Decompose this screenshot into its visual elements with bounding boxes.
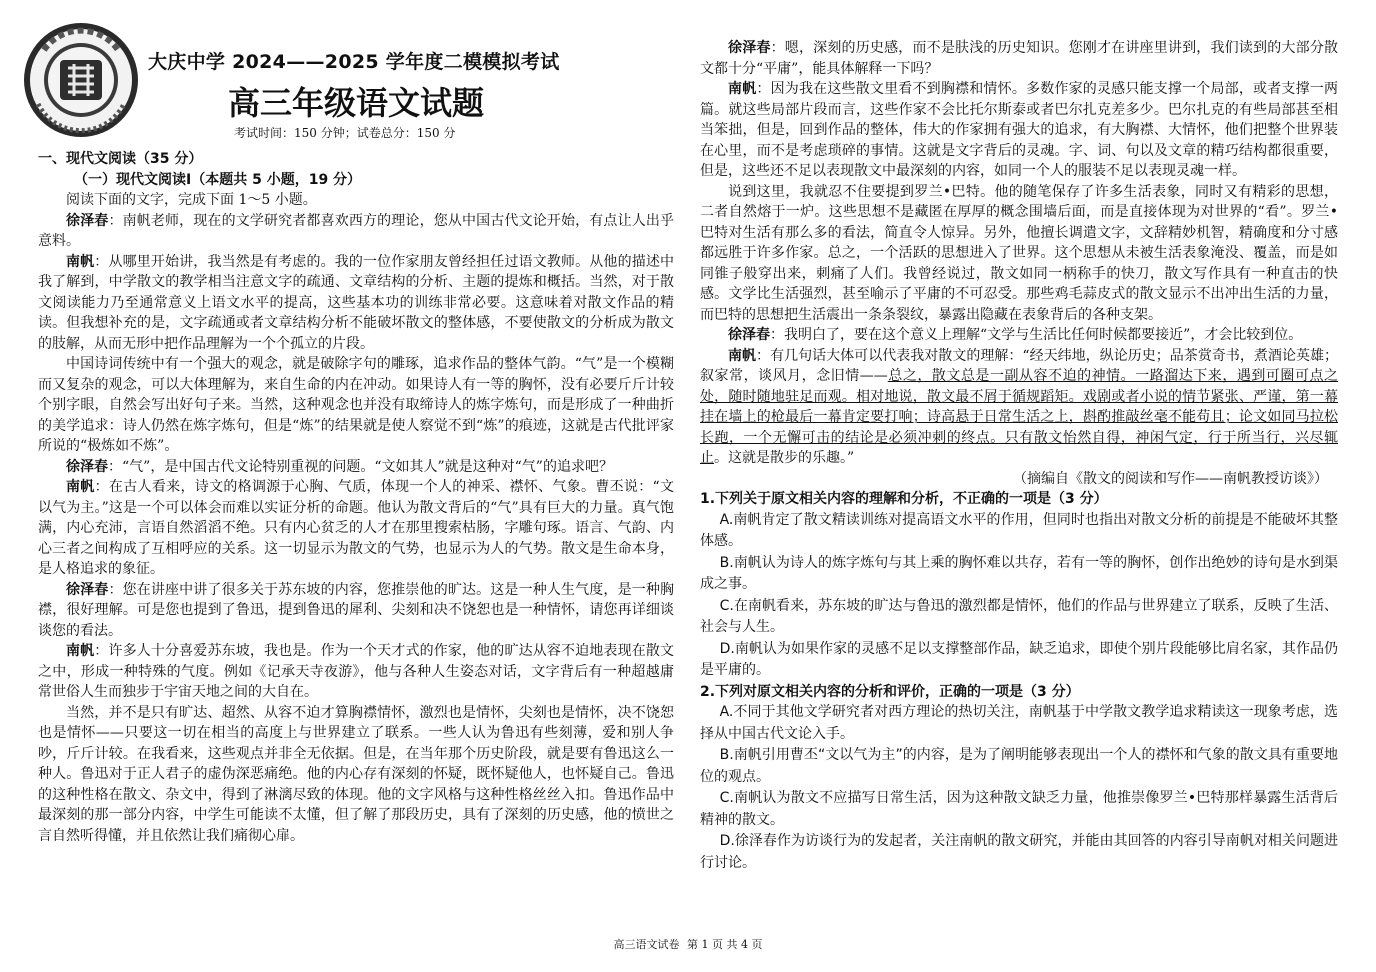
- paragraph-text: 当然，并不是只有旷达、超然、从容不迫才算胸襟情怀，激烈也是情怀，尖刻也是情怀，决不饶恕也是情怀——只要这一切在相当的高度上与世界建立了联系。一些人认为鲁迅有些刻薄，爱和别人争吵，斤斤计较。在我看来，这些观点并非全无依据。但是，在当年那个历史阶段，就是要有鲁迅这么一种人。鲁迅对于正人君子的虚伪深恶痛绝。他的内心存有深刻的怀疑，既怀疑他人，也怀疑自己。鲁迅的这种性格在散文、杂文中，得到了淋漓尽致的体现。他的文字风格与这种性格丝丝入扣。鲁迅作品中最深刻的那一部分内容，中学生可能读不太懂，但了解了那段历史，具有了深刻的历史感，他的愤世之言自然听得懂，并且依然让我们痛彻心扉。: [38, 704, 674, 844]
- paragraph: [38, 252, 674, 355]
- paragraph: [700, 182, 1338, 326]
- answer-option: C.南帆认为散文不应描写日常生活，因为这种散文缺乏力量，他推崇像罗兰•巴特那样暴露生活背后精神的散文。: [700, 790, 1338, 828]
- paragraph-text: ：在古人看来，诗文的格调源于心胸、气质，体现一个人的神采、襟怀、气象。曹丕说：“文以气为主。”这是一个可以体会而难以实证分析的命题。他认为散文背后的“气”具有巨大的力量。真气饱满，内心充沛，言语自然滔滔不绝。只有内心贫乏的人才在那里搜索枯肠，字雕句琢。语言、气韵、内心三者之间构成了互相呼应的关系。这一切显示为散文的气势，也显示为人的气势。散文是生命本身，是人格追求的象征。: [38, 479, 675, 577]
- underlined-text: 总之，散文总是一副从容不迫的神情。一路溜达下来，遇到可圈可点之处，随时随地驻足而观。相对地说，散文最不屑于循规蹈矩。戏剧或者小说的情节紧张、严谨，第一幕挂在墙上的枪最后一幕肯定要打响；诗高悬于日常生活之上，斟酌推敲丝毫不能苟且；论文如同马拉松长跑，一个无懈可击的结论是必须冲刺的终点。只有散文怡然自得，神闲气定，行于所当行，兴尽辄止: [700, 368, 1339, 466]
- paragraph-text: ：因为我在这些散文里看不到胸襟和情怀。多数作家的灵感只能支撑一个局部，或者支撑一两篇。就这些局部片段而言，这些作家不会比托尔斯泰或者巴尔扎克差多少。巴尔扎克的有些局部甚至相当笨拙，但是，回到作品的整体，伟大的作家拥有强大的追求，有大胸襟、大情怀，他们把整个世界装在心里，而不是考虑琐碎的事情。这就是文字背后的灵魂。字、词、句以及文章的精巧结构都很重要，但是，这些还不足以表现散文中最深刻的内容，如同一个人的服装不足以表现灵魂一样。: [700, 81, 1339, 179]
- school-logo: [16, 20, 146, 140]
- paragraph-text: ：我明白了，要在这个意义上理解“文学与生活比任何时候都要接近”，才会比较到位。: [770, 327, 1303, 343]
- right-column: [700, 38, 1338, 874]
- page-footer: [0, 936, 1376, 952]
- paragraph-text: 。这就是散步的乐趣。”: [714, 450, 855, 466]
- speaker-name: 徐泽春: [66, 458, 108, 475]
- speaker-name: 南帆: [66, 479, 95, 495]
- speaker-name: 徐泽春: [728, 40, 771, 56]
- section-heading: 一、现代文阅读（35 分）: [38, 151, 203, 167]
- paragraph-text: ：嗯，深刻的历史感，而不是肤浅的历史知识。您刚才在讲座里讲到，我们读到的大部分散文都十分“平庸”，能具体解释一下吗？: [700, 40, 1339, 77]
- paragraph-text: 中国诗词传统中有一个强大的观念，就是破除字句的雕琢，追求作品的整体气韵。“气”是一个模糊而又复杂的观念，可以大体理解为，来自生命的内在冲动。如果诗人有一等的胸怀，没有必要斤斤计较个别字眼，自然会写出好句子来。当然，这种观念也并没有取缔诗人的炼字炼句，而是形成了一种曲折的美学追求：诗人仍然在炼字炼句，但是“炼”的结果就是使人察觉不到“炼”的痕迹，这就是古代批评家所说的“极炼如不炼”。: [38, 356, 674, 454]
- footer-page: 第 1 页 共 4 页: [687, 938, 763, 951]
- paragraph: [38, 211, 674, 252]
- paragraph: [38, 580, 674, 642]
- speaker-name: 徐泽春: [66, 212, 109, 229]
- answer-option: B.南帆引用曹丕“文以气为主”的内容，是为了阐明能够表现出一个人的襟怀和气象的散文具有重要地位的观点。: [700, 747, 1338, 785]
- answer-option: A.不同于其他文学研究者对西方理论的热切关注，南帆基于中学散文教学追求精读这一现象考虑，选择从中国古代文论入手。: [700, 704, 1338, 742]
- answer-option: A.南帆肯定了散文精读训练对提高语文水平的作用，但同时也指出对散文分析的前提是不能破坏其整体感。: [700, 511, 1338, 549]
- paragraph-text: ：许多人十分喜爱苏东坡，我也是。作为一个天才式的作家，他的旷达从容不迫地表现在散文之中，形成一种特殊的气度。例如《记承天寺夜游》，他与各种人生姿态对话，文字背后有一种超越庸常世俗人生而独步于宇宙天地之间的大自在。: [38, 643, 675, 700]
- paragraph-text: ：您在讲座中讲了很多关于苏东坡的内容，您推崇他的旷达。这是一种人生气度，是一种胸襟，很好理解。可是您也提到了鲁迅，提到鲁迅的犀利、尖刻和决不饶恕也是一种情怀，请您再详细谈谈您的看法。: [38, 581, 675, 639]
- left-column: [38, 149, 674, 846]
- paragraph: [38, 477, 674, 580]
- speaker-name: 南帆: [728, 347, 757, 364]
- paragraph: [700, 325, 1338, 346]
- right-paragraphs: [700, 38, 1338, 346]
- paragraph: [38, 354, 674, 457]
- answer-option: C.在南帆看来，苏东坡的旷达与鲁迅的激烈都是情怀，他们的作品与世界建立了联系，反映了生活、社会与人生。: [700, 597, 1338, 635]
- speaker-name: 南帆: [66, 643, 95, 659]
- left-paragraphs: [38, 211, 674, 847]
- question-stem: 2.下列对原文相关内容的分析和评价，正确的一项是（3 分）: [700, 683, 1080, 700]
- footer-subject: 高三语文试卷: [613, 938, 680, 951]
- paragraph: [38, 641, 674, 703]
- paragraph-text: ：“气”，是中国古代文论特别重视的问题。“文如其人”就是这种对“气”的追求吧？: [108, 458, 613, 475]
- speaker-name: 徐泽春: [728, 327, 770, 343]
- answer-option: B.南帆认为诗人的炼字炼句与其上乘的胸怀难以共存，若有一等的胸怀，创作出绝妙的诗句是水到渠成之事。: [700, 554, 1338, 592]
- reading-instruction: 阅读下面的文字，完成下面 1～5 小题。: [66, 192, 317, 208]
- paragraph-text: ：南帆老师，现在的文学研究者都喜欢西方的理论，您从中国古代文论开始，有点让人出乎意料。: [38, 212, 675, 249]
- exam-title: 高三年级语文试题: [228, 84, 485, 122]
- paragraph: [700, 79, 1338, 182]
- paragraph-text: ：从哪里开始讲，我当然是有考虑的。我的一位作家朋友曾经担任过语文教师。从他的描述中我了解到，中学散文的教学相当注意文字的疏通、文章结构的分析、主题的提炼和概括。当然，对于散文阅读能力乃至通常意义上语文水平的提高，这些基本功的训练非常必要。这意味着对散文作品的精读。但我想补充的是，文字疏通或者文章结构分析不能破坏散文的整体感，不要使散文的分析成为散文的肢解，从而无形中把作品理解为一个个孤立的片段。: [38, 253, 675, 352]
- article-source: （摘编自《散文的阅读和写作——南帆教授访谈》）: [1013, 470, 1328, 487]
- answer-option: D.南帆认为如果作家的灵感不足以支撑整部作品，缺乏追求，即使个别片段能够比肩名家，其作品仍是平庸的。: [700, 640, 1338, 678]
- question-stem: 1.下列关于原文相关内容的理解和分析，不正确的一项是（3 分）: [700, 491, 1108, 507]
- paragraph-text: ：有几句话大体可以代表我对散文的理解：“经天纬地，纵论历史；品茶赏奇书，煮酒论英雄；叙家常，谈风月，念旧情——: [700, 347, 1339, 384]
- school-exam-title: 大庆中学 2024——2025 学年度二模模拟考试: [148, 51, 560, 73]
- answer-option: D.徐泽春作为访谈行为的发起者，关注南帆的散文研究，并能由其回答的内容引导南帆对相关问题进行讨论。: [700, 833, 1338, 871]
- paragraph: [38, 703, 674, 847]
- speaker-name: 徐泽春: [66, 581, 109, 598]
- exam-info: 考试时间：150 分钟；试卷总分：150 分: [234, 126, 456, 140]
- speaker-name: 南帆: [66, 253, 95, 270]
- paragraph: [38, 457, 674, 478]
- speaker-name: 南帆: [728, 81, 757, 97]
- paragraph: [700, 346, 1338, 469]
- questions: [700, 489, 1338, 874]
- subsection-heading: （一）现代文阅读Ⅰ（本题共 5 小题，19 分）: [74, 171, 362, 188]
- paragraph: [700, 38, 1338, 79]
- paragraph-text: 说到这里，我就忍不住要提到罗兰•巴特。他的随笔保存了许多生活表象，同时又有精彩的思想，二者自然熔于一炉。这些思想不是藏匿在厚厚的概念围墙后面，而是直接体现为对世界的“看”。罗兰•巴特对生活有那么多的看法，简直令人惊异。另外，他擅长调遣文字，文辞精妙机智，精确度和分寸感都远胜于许多作家。总之，一个活跃的思想进入了世界。这个思想从未被生活表象淹没、覆盖，而是如同锥子般穿出来，刺痛了人们。我曾经说过，散文如同一柄称手的快刀，散文写作具有一种直击的快感。文学比生活强烈，甚至喻示了平庸的不可忍受。那些鸡毛蒜皮式的散文显示不出冲出生活的力量，而巴特的思想把生活震出一条条裂纹，暴露出隐藏在表象背后的各种支架。: [700, 183, 1338, 323]
